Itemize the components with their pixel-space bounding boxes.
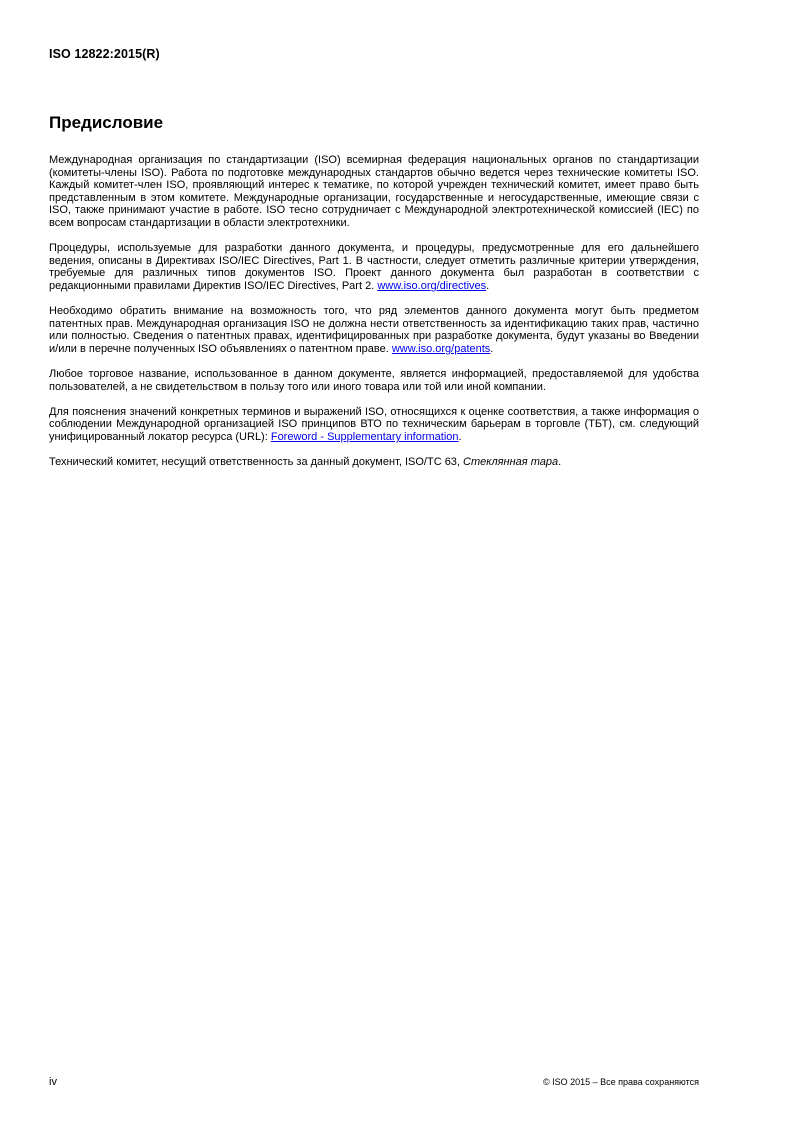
patents-link[interactable]: www.iso.org/patents (391, 342, 491, 355)
paragraph-punctuation: . (490, 342, 494, 355)
foreword-body (49, 154, 699, 481)
directives-link[interactable]: www.iso.org/directives (377, 279, 487, 292)
supplementary-information-link[interactable]: Foreword - Supplementary information (270, 431, 459, 444)
page-number: iv (49, 1076, 57, 1088)
paragraph-trade-names (49, 368, 699, 393)
paragraph-terms-explanation (49, 406, 699, 444)
document-id: ISO 12822:2015(R) (49, 47, 160, 61)
paragraph-text: Необходимо обратить внимание на возможность того, что ряд элементов данного документа могут быть предметом патентных прав. Международная организация ISO не должна нести ответственность за идентификацию таких прав, частично или полностью. Сведения о патентных правах, идентифицированных при разработке документа, будут указаны во Введении и/или в перечне полученных ISO объявлениях о патентном праве. (49, 305, 699, 355)
committee-name: Стеклянная тара (463, 456, 559, 469)
paragraph-patents (49, 305, 699, 355)
paragraph-text: Международная организация по стандартизации (ISO) всемирная федерация национальных органов по стандартизации (комитеты-члены ISO). Работа по подготовке международных стандартов обычно ведется через технические комитеты ISO. Каждый комитет-член ISO, проявляющий интерес к тематике, по которой учрежден технический комитет, имеет право быть представленным в этом комитете. Международные организации, государственные и негосударственные, имеющие связи с ISO, также принимают участие в работе. ISO тесно сотрудничает с Международной электротехнической комиссией (IEC) по всем вопросам стандартизации в области электротехники. (49, 154, 699, 229)
page-title: Предисловие (49, 113, 164, 132)
paragraph-punctuation: . (458, 431, 462, 444)
paragraph-text: Процедуры, используемые для разработки данного документа, и процедуры, предусмотренные для его дальнейшего ведения, описаны в Директивах ISO/IEC Directives, Part 1. В частности, следует отметить различные критерии утверждения, требуемые для различных типов документов ISO. Проект данного документа был разработан в соответствии с редакционными правилами Директив ISO/IEC Directives, Part 2. (49, 242, 699, 292)
paragraph-iso-organization (49, 154, 699, 230)
copyright-notice: © ISO 2015 – Все права сохраняются (542, 1077, 699, 1087)
paragraph-punctuation: . (486, 279, 490, 292)
paragraph-punctuation: . (558, 456, 562, 469)
paragraph-text: Для пояснения значений конкретных терминов и выражений ISO, относящихся к оценке соответствия, а также информация о соблюдении Международной организацией ISO принципов ВТО по техническим барьерам в торговле (ТБТ), см. следующий унифицированный локатор ресурса (URL): (49, 405, 699, 444)
paragraph-committee (49, 456, 699, 469)
paragraph-text: Технический комитет, несущий ответственность за данный документ, ISO/TC 63, (49, 456, 464, 469)
paragraph-procedures (49, 242, 699, 292)
paragraph-text: Любое торговое название, использованное в данном документе, является информацией, предоставляемой для удобства пользователей, а не свидетельством в пользу того или иного товара или той или иной компании. (49, 368, 699, 393)
